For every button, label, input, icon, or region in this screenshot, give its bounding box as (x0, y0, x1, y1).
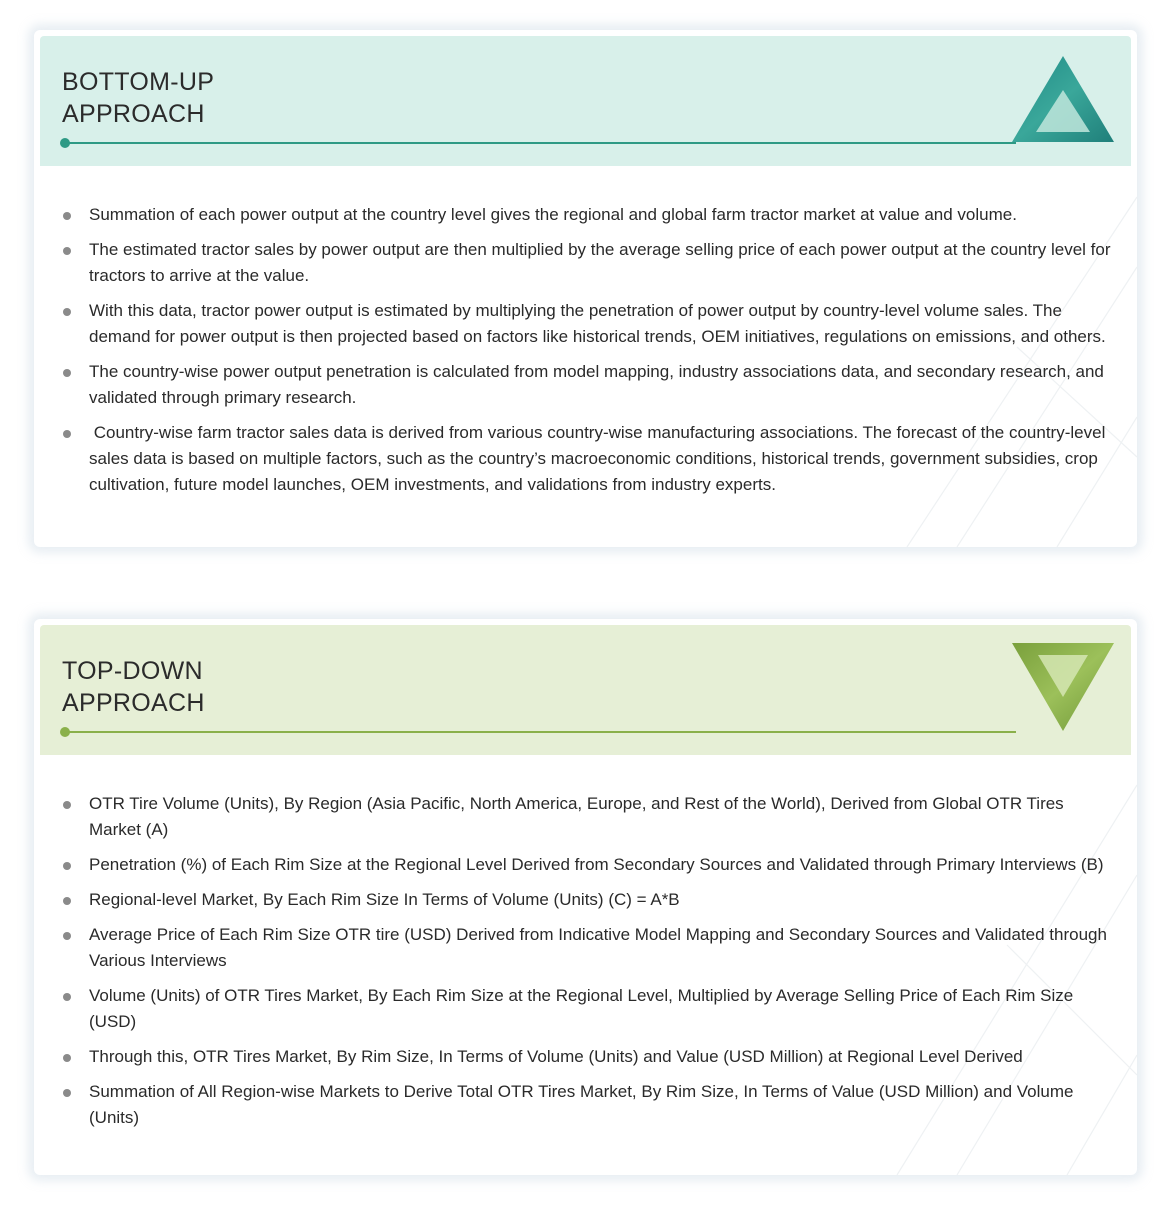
list-item (62, 983, 1112, 1035)
header-rule (64, 731, 1016, 733)
list-item (62, 420, 1112, 498)
list-item-text: Summation of each power output at the country level gives the regional and global farm tractor market at value and volume. (89, 205, 1017, 224)
list-item-text: Volume (Units) of OTR Tires Market, By Each Rim Size at the Regional Level, Multiplied by Average Selling Price of Each Rim Size (USD) (89, 986, 1078, 1031)
bullet-dot (63, 1054, 71, 1062)
bullet-dot (63, 897, 71, 905)
bullet-dot (63, 369, 71, 377)
bullet-dot (63, 1089, 71, 1097)
title-line-1: BOTTOM-UP (62, 68, 215, 96)
list-item-text: The estimated tractor sales by power output are then multiplied by the average selling price of each power output at the country level for tractors to arrive at the value. (89, 240, 1116, 285)
title-line-2: APPROACH (62, 689, 205, 717)
card-title (62, 66, 214, 130)
bullet-dot (63, 308, 71, 316)
list-item (62, 791, 1112, 843)
list-item-text: Penetration (%) of Each Rim Size at the Regional Level Derived from Secondary Sources and Validated through Primary Interviews (B) (89, 855, 1104, 874)
list-item (62, 887, 1112, 913)
bullet-dot (63, 430, 71, 438)
list-item (62, 202, 1112, 228)
list-item-text: Summation of All Region-wise Markets to Derive Total OTR Tires Market, By Rim Size, In Terms of Value (USD Million) and Volume (Units) (89, 1082, 1079, 1127)
list-item (62, 922, 1112, 974)
bullet-dot (63, 212, 71, 220)
top-down-approach-card (34, 619, 1137, 1175)
title-line-2: APPROACH (62, 100, 205, 128)
bullet-dot (63, 993, 71, 1001)
list-item-text: Average Price of Each Rim Size OTR tire (USD) Derived from Indicative Model Mapping and Secondary Sources and Validated through Various Interviews (89, 925, 1112, 970)
list-item (62, 359, 1112, 411)
card-title (62, 655, 205, 719)
list-item (62, 852, 1112, 878)
card-header (40, 36, 1131, 166)
list-item-text: OTR Tire Volume (Units), By Region (Asia Pacific, North America, Europe, and Rest of the World), Derived from Global OTR Tires Market (A) (89, 794, 1069, 839)
bullet-list (62, 202, 1116, 507)
bullet-dot (63, 801, 71, 809)
list-item (62, 1079, 1112, 1131)
triangle-up-icon (1010, 52, 1118, 148)
card-header (40, 625, 1131, 755)
bottom-up-approach-card (34, 30, 1137, 547)
list-item-text: Through this, OTR Tires Market, By Rim Size, In Terms of Volume (Units) and Value (USD Million) at Regional Level Derived (89, 1047, 1023, 1066)
list-item-text: Country-wise farm tractor sales data is derived from various country-wise manufacturing associations. The forecast of the country-level sales data is based on multiple factors, such as the country’s macroeconomic conditions, historical trends, government subsidies, crop cultivation, future model launches, OEM investments, and validations from industry experts. (89, 423, 1111, 494)
bullet-dot (63, 932, 71, 940)
list-item (62, 1044, 1112, 1070)
list-item-text: With this data, tractor power output is estimated by multiplying the penetration of power output by country-level volume sales. The demand for power output is then projected based on factors like historical trends, OEM initiatives, regulations on emissions, and others. (89, 301, 1106, 346)
title-line-1: TOP-DOWN (62, 657, 203, 685)
bullet-dot (63, 247, 71, 255)
list-item-text: Regional-level Market, By Each Rim Size In Terms of Volume (Units) (C) = A*B (89, 890, 680, 909)
list-item-text: The country-wise power output penetration is calculated from model mapping, industry associations data, and secondary research, and validated through primary research. (89, 362, 1109, 407)
header-rule (64, 142, 1016, 144)
list-item (62, 298, 1112, 350)
bullet-list (62, 791, 1112, 1140)
triangle-down-icon (1010, 641, 1118, 737)
list-item (62, 237, 1116, 289)
bullet-dot (63, 862, 71, 870)
